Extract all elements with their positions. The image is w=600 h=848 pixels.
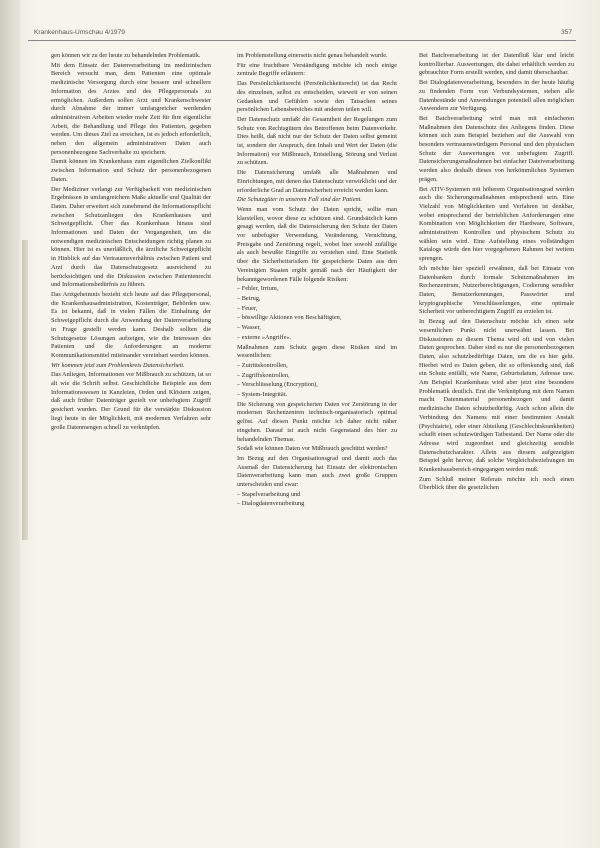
journal-title: Krankenhaus-Umschau 4/1979 — [34, 29, 125, 36]
text-column-2 — [237, 52, 397, 822]
running-header — [28, 26, 576, 41]
paragraph: Das Persönlichkeitsrecht (Persönlichkeitsrecht) ist das Recht des einzelnen, selbst zu entscheiden, wieweit er von seinen Gedanken und Gefühlen sowie den Tatsachen seines persönlichen Lebensbereiches mit anderen teilen will. — [237, 80, 397, 114]
paragraph: im Problemstellung einerseits nicht genau behandelt wurde. — [237, 52, 388, 59]
paragraph: Die Schutzgüter in unserem Fall sind der Patient. — [237, 196, 362, 204]
paragraph: Das Anliegen, Informationen vor Mißbrauch zu schützen, ist so alt wie die Schrift selbst. Geschichtliche Beispiele aus dem Informationswesen in Kanzleien, Orden und Klöstern zeigen, daß auch früher Datenträger gezielt vor unbefugtem Zugriff gesichert wurden. Der Grund für die verstärkte Diskussion liegt heute in der Möglichkeit, mit modernen Verfahren sehr große Datenmengen schnell zu verknüpfen. — [51, 371, 211, 431]
list-item: – Fehler, Irrtum, — [237, 285, 279, 293]
paragraph: Wenn man vom Schutz der Daten spricht, sollte man klarstellen, wovor diese zu schützen sind. Grundsätzlich kann gesagt werden, daß die Datensicherung den Schutz der Daten vor unbefugter Verwendung, Veränderung, Vernichtung, Preisgabe und Zerstörung regelt, wobei hier sowohl zufällige als auch bewußte Eingriffe zu verstehen sind. Eine Statistik über die Sicherheitsrisiken für gespeicherte Daten aus den Vereinigten Staaten ergibt gemäß nach der Häufigkeit der bekanntgewordenen Fälle folgende Risiken: — [237, 205, 397, 283]
paragraph: Bei Batchverarbeitung wird man mit einfacheren Maßnahmen den Datenschutz des Anliegens finden. Diese können sich zum Beispiel beziehen auf die Auswahl von besonders vertrauenswürdigem Personal und den physischen Schutz der Auswertungen vor unbefugtem Zugriff. Datensicherungsmaßnahmen bei einfacher Dateiverarbeitung werden also deshalb dieses von herkömmlichen Systemen prägen. — [419, 114, 574, 183]
list-item: – Zutrittskontrollen, — [237, 361, 288, 369]
paragraph: Wir kommen jetzt zum Problemkreis Datensicherheit. — [51, 361, 185, 369]
list-item: – Wasser, — [237, 324, 261, 332]
paragraph: Der Mediziner verlangt zur Verfügbarkeit von medizinischen Ergebnissen in umfangreichem Maße aktuelle und Qualität der Daten. Daher erweitert sich zunehmend die Informationspflicht zwischen Schutzanliegen des Krankenhauses und Schweigepflicht. Über das Krankenhaus hinaus sind Informationen und Daten der Vergangenheit, um die notwendigen medizinischen Entscheidungen richtig planen zu können. Hier ist es unerläßlich, die ärztliche Schweigepflicht in Hinblick auf das Vertrauensverhältnis zwischen Patient und Arzt durch das Datenschutzgesetz ausreichend zu berücksichtigen und die Diskussion zwischen Patientenrecht und Informationsbedürfnis zu führen. — [51, 185, 211, 289]
text-column-1 — [51, 52, 211, 822]
paragraph: Für eine fruchtbare Verständigung möchte ich noch einige zentrale Begriffe erläutern: — [237, 61, 397, 78]
page-number: 357 — [560, 29, 572, 36]
paragraph: Im Bezug auf den Organisationsgrad und damit auch das Ausmaß der Datensicherung hat Einsatz der elektronischen Datenverarbeitung kann man auch zwei große Gruppen unterscheiden und zwar: — [237, 454, 397, 489]
paragraph: Sodaß wie können Daten vor Mißbrauch geschützt werden? — [237, 445, 388, 453]
list-item: – Verschlüsselung (Encryption), — [237, 381, 318, 389]
paragraph: In Bezug auf den Datenschutz möchte ich einen sehr wesentlichen Punkt nicht unerwähnt lassen. Bei Diskussionen zu diesem Thema wird oft und von vielen Daten gesprochen. Daher sind es nur die personenbezogenen Daten, also schutzbedürftige Daten, um die es hier geht. Hierbei wird es Daten geben, die so offenkundig sind, daß ein Schutz entfällt, wie Name, Geburtsdatum, Adresse usw. Am Beispiel Krankenhaus wird aber jetzt eine besondere Problematik deutlich. Erst die Verknüpfung mit dem Namen macht Datenmaterial personenbezogen und damit medizinische Daten schutzbedürftig. Auch schon allein die Verbindung des Namens mit einer bestimmten Anstalt (Psychiatrie), oder einer Abteilung (Geschlechtskrankheiten) schafft einen schutzwürdigen Tatbestand. Der Name oder die Adresse wird zugeordnet und gleichzeitig sensible Datenschutzcharakter. Allein aus diesem aufgezeigten Beispiel geht hervor, daß solche Vergleichsbeziehungen im Krankenhausbereich eingegangen werden muß. — [419, 318, 574, 474]
paragraph: Maßnahmen zum Schutz gegen diese Risiken sind im wesentlichen: — [237, 343, 397, 360]
list-item: – System-Integrität. — [237, 391, 288, 399]
paragraph: gen können wir zu der heute zu behandelnden Problematik. — [51, 52, 201, 59]
paragraph: Ich möchte hier speziell erwähnen, daß bei Einsatz von Datenbanken durch formale Schutzmaßnahmen im Rechenzentrum, Nutzerberechtigungen, Codierung sensibler Daten, Benutzerkennungen, Passwörter und kryptographische Verschlüsselungen, eine optimale Sicherheit vor unberechtigtem Zugriff zu erzielen ist. — [419, 264, 574, 316]
paragraph: Das Arztgeheimnis bezieht sich heute auf das Pflegepersonal, die Krankenhausadministration, Kostenträger, Behörden usw. Es ist bekannt, daß in vielen Fällen die Einhaltung der Schweigepflicht durch die Anwendung der Datenverarbeitung in Frage gestellt werden kann. Deshalb sollten die Schutzgesetze Lösungen aufzeigen, wie die Interessen des Patienten und die Anforderungen an moderne Kommunikationsmittel miteinander vereinbart werden können. — [51, 290, 211, 359]
paragraph: Der Datenschutz umfaßt die Gesamtheit der Regelungen zum Schutz von Rechtsgütern des Betroffenen beim Datenverkehr. Dies heißt, daß nicht nur der Schutz der Daten selbst gemeint ist, sondern der Anspruch, den Inhalt und Wert der Daten (die Information) vor Mißbrauch, Entstellung, Störung und Verlust zu schützen. — [237, 115, 397, 167]
page-binding-edge — [0, 0, 20, 848]
paragraph: Bei ATIV-Systemen mit höherem Organisationsgrad werden auch die Sicherungsmaßnahmen entsprechend sein. Eine Vielzahl von Möglichkeiten und Verfahren ist denkbar, wobei entsprechend der betrieblichen Anforderungen eine Kombination von Möglichkeiten der Hardware, Software, administrativen Kontrollen und physischem Schutz zu wählen sein wird. Eine Aufstellung eines vollständigen Katalogs würde den hier vorgegebenen Rahmen bei weitem sprengen. — [419, 185, 574, 263]
list-item: – Betrug, — [237, 294, 261, 302]
list-item: – externe »Angriffe«. — [237, 333, 292, 341]
paragraph: Damit können im Krankenhaus zum eigentlichen Zielkonflikt zwischen Information und Schutz der personenbezogenen Daten. — [51, 158, 211, 183]
paragraph: Zum Schluß meiner Referats möchte ich noch einen Überblick über die gesetzlichen — [419, 475, 574, 492]
paragraph: Bei Batchverarbeitung ist der Datenfluß klar und leicht kontrollierbar. Auswertungen, die dabei erhältlich werden zu gebrauchter Form erstellt werden, sind damit überschaubar. — [419, 52, 574, 77]
list-item: – Zugriffskontrollen, — [237, 371, 290, 379]
list-item: – Feuer, — [237, 304, 258, 312]
binding-shadow — [22, 240, 28, 540]
text-column-3 — [419, 52, 574, 822]
list-item: – böswillige Aktionen von Beschäftigten, — [237, 314, 342, 322]
paragraph: Bei Dialogdatenverarbeitung, besonders in der heute häufig zu findenden Form von Verbundsystemen, stehen alle Datenbestände und Anwendungen potentiell allen möglichen Anwendern zur Verfügung. — [419, 79, 574, 113]
list-item: – Stapelverarbeitung und — [237, 490, 301, 498]
paragraph: Mit dem Einsatz der Datenverarbeitung im medizinischen Bereich versucht man, dem Patienten eine optimale medizinische Versorgung durch eine bessere und schnellere Information des Arztes und des Pflegepersonals zu ermöglichen. Außerdem sollen Arzt und Krankenschwester durch Abnahme der immer umfangreicher werdenden administrativen Arbeiten wieder mehr Zeit für ihre eigentliche Arbeit, die Behandlung und Pflege des Patienten, gegeben werden. Um dieses Ziel zu erreichen, ist es jedoch erforderlich, neben den allgemein administrativen Daten auch personenbezogene Sachverhalte zu speichern. — [51, 61, 211, 156]
paragraph: Die Sicherung von gespeicherten Daten vor Zerstörung in der modernen Rechenzentren technisch-organisatorisch optimal gelöst. Auf diesen Punkt möchte ich daher nicht näher eingehen. Darauf ist auch nicht Gegenstand des hier zu behandelnden Themas. — [237, 400, 397, 443]
paragraph: Die Datensicherung umfaßt alle Maßnahmen und Einrichtungen, mit denen das Datenschutz verwirklicht und der erforderliche Grad an Datensicherheit erreicht werden kann. — [237, 169, 397, 194]
list-item: – Dialogdatenverarbeitung — [237, 500, 305, 508]
